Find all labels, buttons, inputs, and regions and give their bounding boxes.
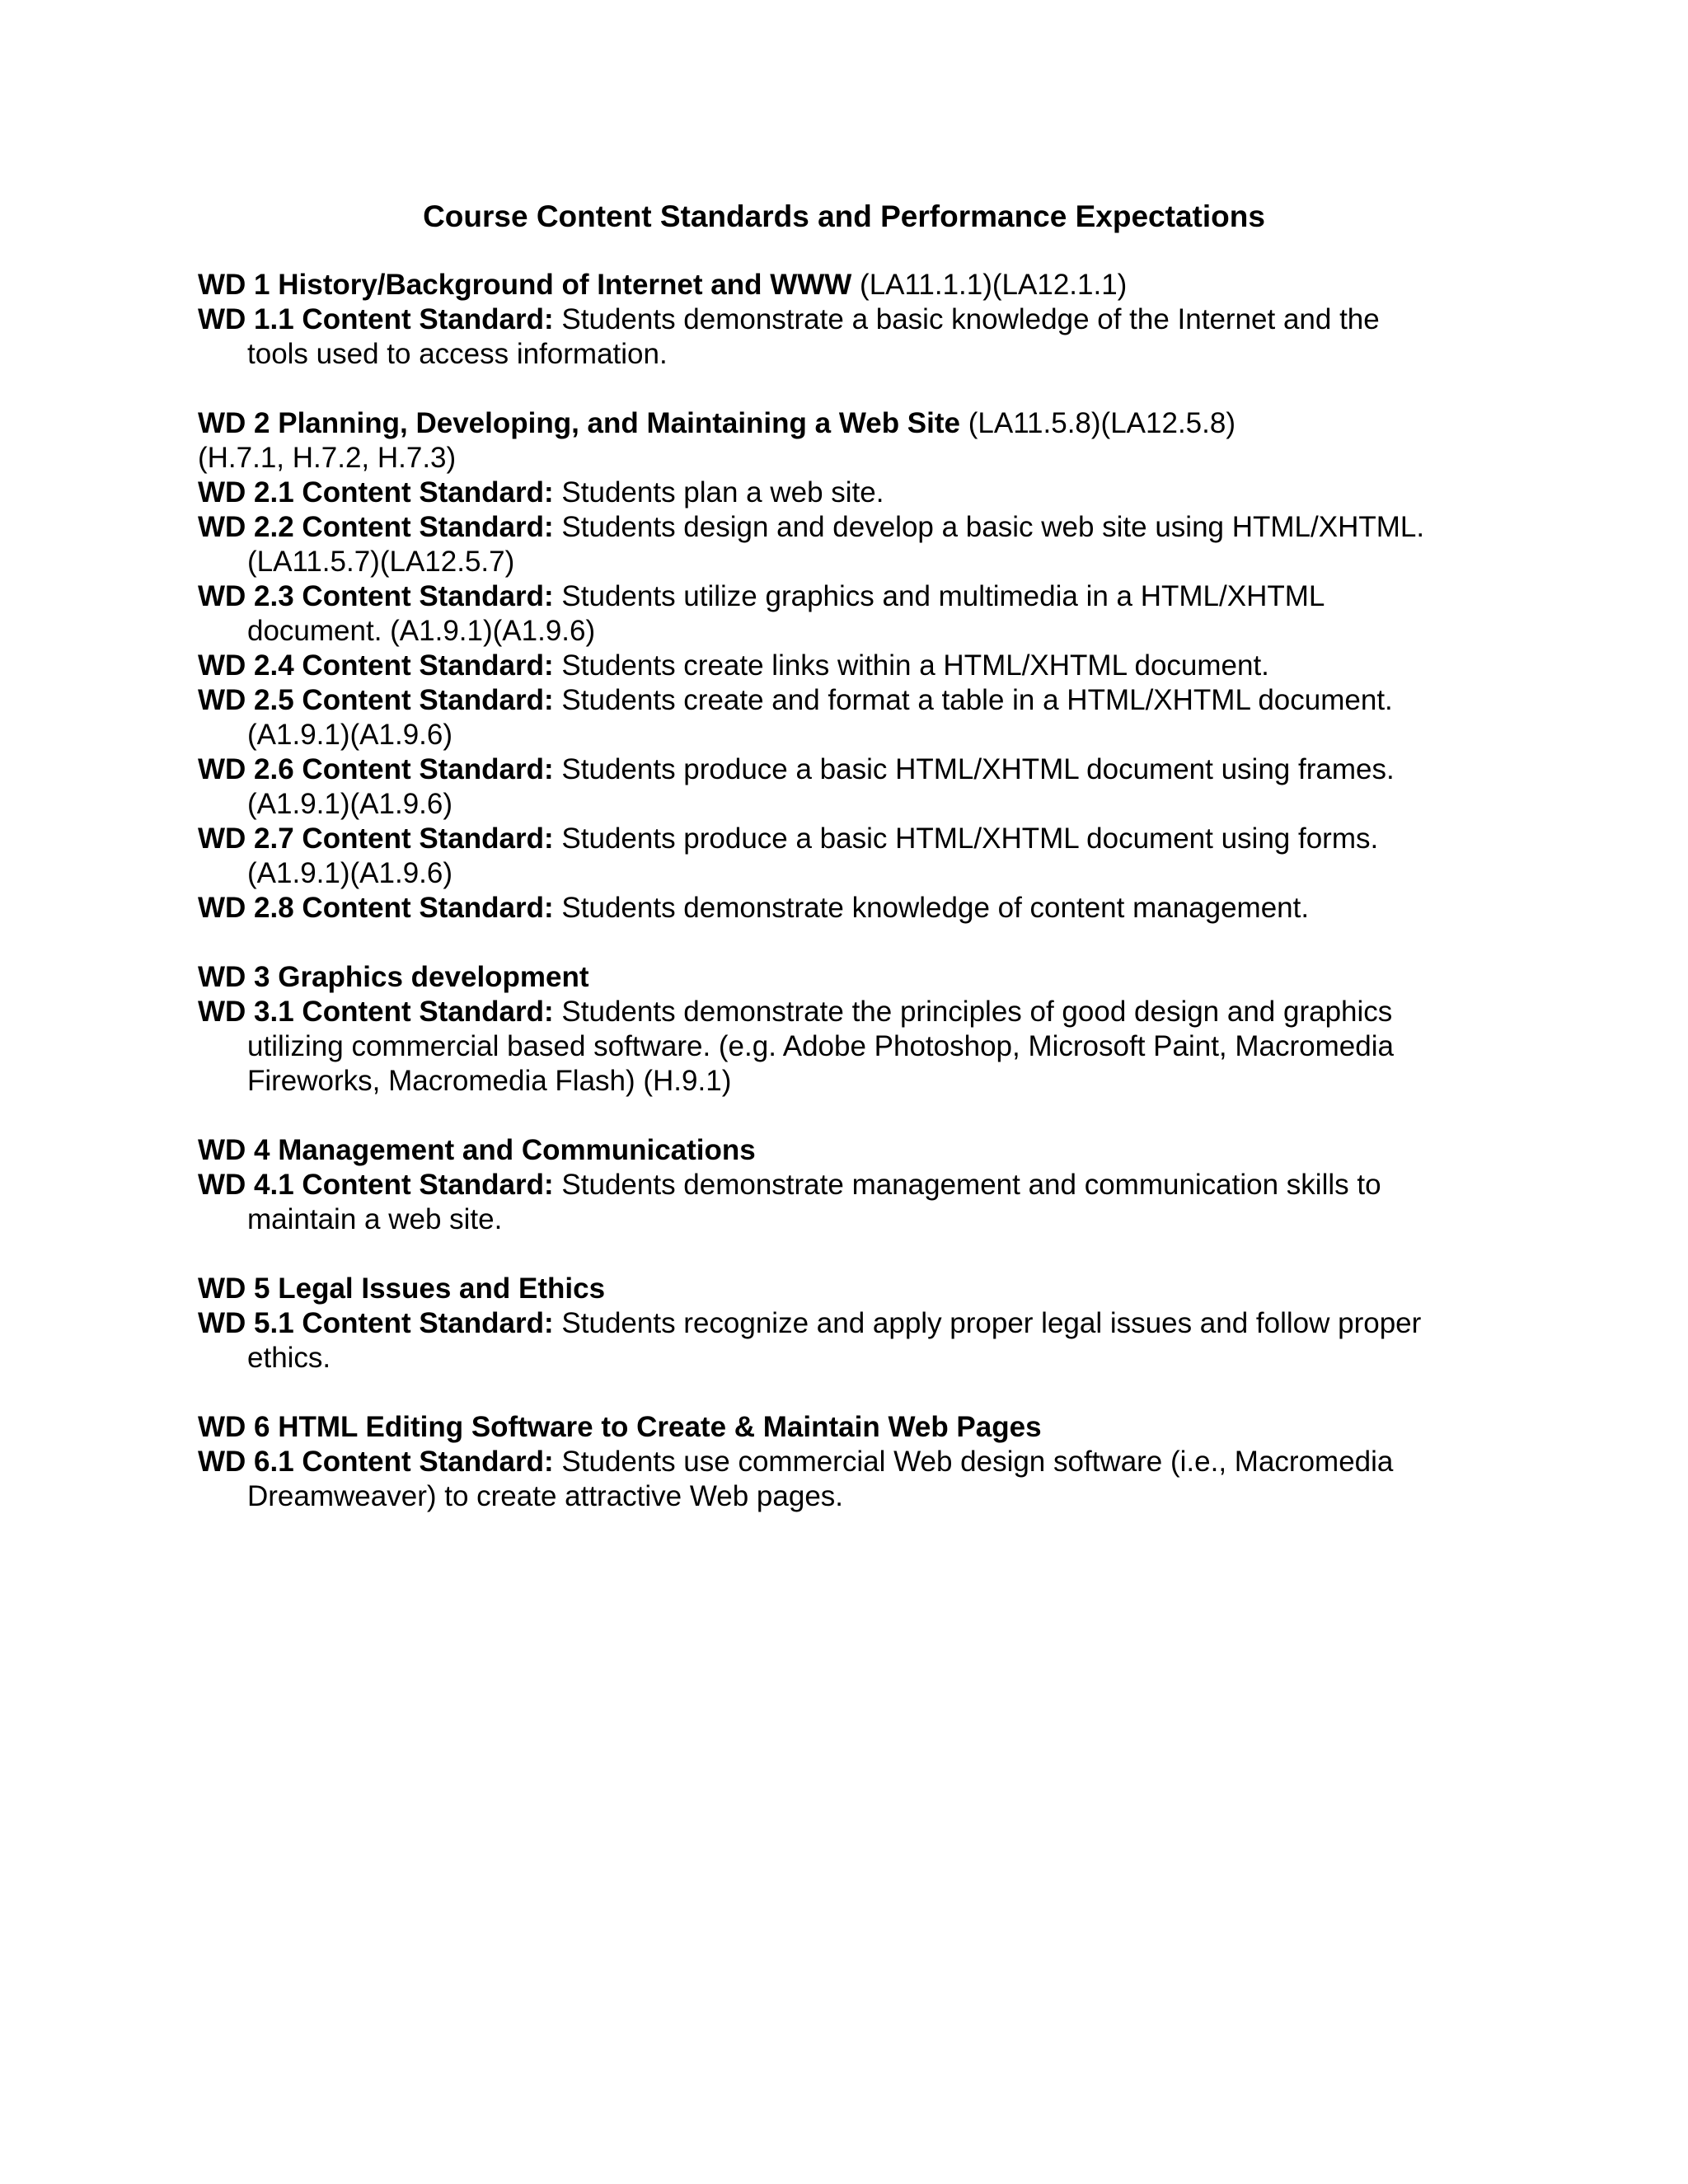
standard-text-continued: maintain a web site. bbox=[247, 1203, 503, 1235]
section-heading-title: WD 1 History/Background of Internet and WWW bbox=[198, 269, 852, 301]
standard-text-continued: (A1.9.1)(A1.9.6) bbox=[247, 857, 452, 889]
standard-text: Students demonstrate a basic knowledge of the Internet and the bbox=[553, 303, 1380, 335]
standard-wd2-4 bbox=[198, 649, 1517, 683]
section-heading bbox=[198, 406, 1517, 441]
standard-text: Students recognize and apply proper legal issues and follow proper bbox=[553, 1307, 1422, 1339]
standard-wd5-1 bbox=[198, 1306, 1517, 1376]
standard-label: WD 2.4 Content Standard: bbox=[198, 649, 554, 682]
standard-label: WD 3.1 Content Standard: bbox=[198, 996, 554, 1028]
standard-wd2-5 bbox=[198, 683, 1517, 752]
section-wd5 bbox=[198, 1272, 1517, 1376]
standard-text: Students create links within a HTML/XHTML document. bbox=[553, 649, 1269, 682]
standard-label: WD 2.8 Content Standard: bbox=[198, 892, 554, 924]
standard-label: WD 2.1 Content Standard: bbox=[198, 476, 554, 509]
standard-text-continued: tools used to access information. bbox=[247, 338, 668, 370]
standard-text: Students plan a web site. bbox=[553, 476, 884, 509]
section-heading bbox=[198, 268, 1517, 302]
standard-label: WD 2.2 Content Standard: bbox=[198, 511, 554, 543]
standard-label: WD 4.1 Content Standard: bbox=[198, 1169, 554, 1201]
standard-text: Students design and develop a basic web site using HTML/XHTML. bbox=[553, 511, 1425, 543]
standards-content bbox=[198, 268, 1517, 1549]
section-wd3 bbox=[198, 960, 1517, 1099]
standard-label: WD 2.6 Content Standard: bbox=[198, 753, 554, 785]
standard-text: Students demonstrate management and communication skills to bbox=[553, 1169, 1381, 1201]
section-heading-refs: (LA11.1.1)(LA12.1.1) bbox=[851, 269, 1128, 301]
standard-label: WD 2.3 Content Standard: bbox=[198, 580, 554, 612]
standard-text: Students demonstrate the principles of good design and graphics bbox=[553, 996, 1393, 1028]
standard-label: WD 2.5 Content Standard: bbox=[198, 684, 554, 716]
section-heading bbox=[198, 1410, 1517, 1445]
standard-text-continued: ethics. bbox=[247, 1342, 331, 1374]
standard-text: Students demonstrate knowledge of content management. bbox=[553, 892, 1310, 924]
standard-wd3-1 bbox=[198, 995, 1517, 1099]
section-wd4 bbox=[198, 1133, 1517, 1237]
standard-wd2-6 bbox=[198, 752, 1517, 822]
section-wd1 bbox=[198, 268, 1517, 372]
standard-text: Students produce a basic HTML/XHTML document using forms. bbox=[553, 823, 1379, 855]
section-heading-title: WD 5 Legal Issues and Ethics bbox=[198, 1272, 606, 1305]
section-heading bbox=[198, 1272, 1517, 1306]
standard-wd4-1 bbox=[198, 1168, 1517, 1237]
standard-wd2-2 bbox=[198, 510, 1517, 579]
standard-label: WD 5.1 Content Standard: bbox=[198, 1307, 554, 1339]
standard-text-continued: document. (A1.9.1)(A1.9.6) bbox=[247, 615, 596, 647]
standard-label: WD 1.1 Content Standard: bbox=[198, 303, 554, 335]
section-heading-line2: (H.7.1, H.7.2, H.7.3) bbox=[198, 442, 457, 474]
standard-wd6-1 bbox=[198, 1445, 1517, 1514]
section-heading-title: WD 6 HTML Editing Software to Create & Maintain Web Pages bbox=[198, 1411, 1042, 1443]
standard-text: Students utilize graphics and multimedia in a HTML/XHTML bbox=[553, 580, 1325, 612]
standard-wd2-7 bbox=[198, 822, 1517, 891]
section-wd2 bbox=[198, 406, 1517, 926]
section-heading bbox=[198, 960, 1517, 995]
standard-text-continued: Dreamweaver) to create attractive Web pages. bbox=[247, 1480, 844, 1512]
section-heading-refs: (LA11.5.8)(LA12.5.8) bbox=[960, 407, 1236, 439]
standard-wd2-1 bbox=[198, 476, 1517, 510]
standard-text: Students create and format a table in a HTML/XHTML document. bbox=[553, 684, 1393, 716]
section-heading-title: WD 2 Planning, Developing, and Maintaining a Web Site bbox=[198, 407, 960, 439]
section-heading-title: WD 3 Graphics development bbox=[198, 961, 589, 993]
standard-label: WD 6.1 Content Standard: bbox=[198, 1446, 554, 1478]
section-heading-title: WD 4 Management and Communications bbox=[198, 1134, 756, 1166]
page-title: Course Content Standards and Performance Expectations bbox=[423, 199, 1265, 233]
standard-label: WD 2.7 Content Standard: bbox=[198, 823, 554, 855]
standard-text-continued: utilizing commercial based software. (e.g. Adobe Photoshop, Microsoft Paint, Macromedia bbox=[247, 1030, 1394, 1062]
standard-text-continued: (A1.9.1)(A1.9.6) bbox=[247, 788, 452, 820]
standard-text-continued: (LA11.5.7)(LA12.5.7) bbox=[247, 546, 515, 578]
standard-text: Students produce a basic HTML/XHTML document using frames. bbox=[553, 753, 1395, 785]
standard-wd1-1 bbox=[198, 302, 1517, 372]
standard-wd2-8 bbox=[198, 891, 1517, 926]
standard-text-continued-2: Fireworks, Macromedia Flash) (H.9.1) bbox=[247, 1065, 732, 1097]
section-wd6 bbox=[198, 1410, 1517, 1514]
section-heading bbox=[198, 1133, 1517, 1168]
standard-text: Students use commercial Web design software (i.e., Macromedia bbox=[553, 1446, 1394, 1478]
standard-text-continued: (A1.9.1)(A1.9.6) bbox=[247, 719, 452, 751]
standard-wd2-3 bbox=[198, 579, 1517, 649]
